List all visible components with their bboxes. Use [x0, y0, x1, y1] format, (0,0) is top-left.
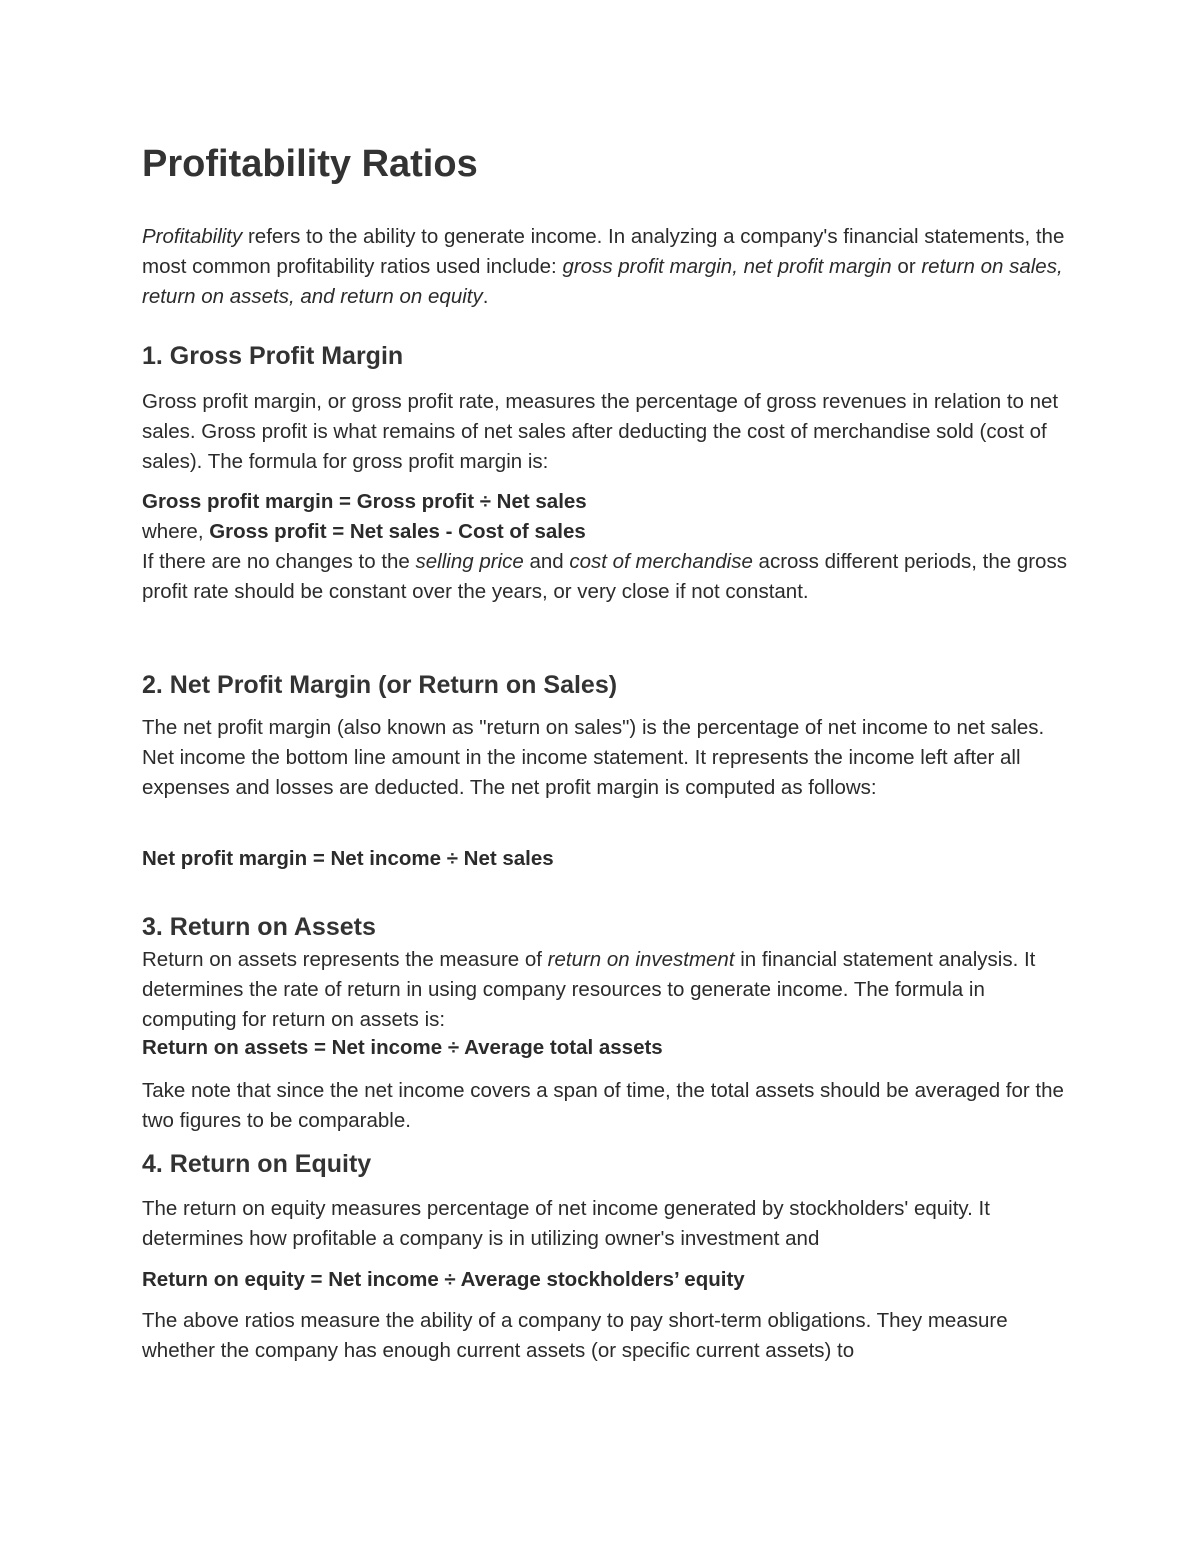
gross-profit-paragraph: Gross profit margin, or gross profit rate, measures the percentage of gross revenues in relation to net sales. Gross profit is what remains of net sales after deducting the cost of merchandise sold (cost of sales). The formula for gross profit margin is: [142, 390, 1059, 473]
net-profit-paragraph: The net profit margin (also known as "return on sales") is the percentage of net income to net sales. Net income the bottom line amount in the income statement. It represents the income left after all expenses and losses are deducted. The net profit margin is computed as follows: [142, 716, 1045, 799]
gross-profit-formula: Gross profit margin = Gross profit ÷ Net sales [142, 490, 587, 513]
section-heading-return-on-equity: 4. Return on Equity [142, 1150, 372, 1178]
section-heading-gross-profit-margin: 1. Gross Profit Margin [142, 342, 404, 370]
section-heading-return-on-assets: 3. Return on Assets [142, 913, 376, 941]
page-title: Profitability Ratios [142, 143, 478, 185]
return-on-assets-formula: Return on assets = Net income ÷ Average total assets [142, 1036, 663, 1059]
gross-profit-where-formula: where, Gross profit = Net sales - Cost of sales [142, 520, 586, 543]
gross-profit-note: If there are no changes to the selling price and cost of merchandise across different periods, the gross profit rate should be constant over the years, or very close if not constant. [142, 550, 1067, 603]
intro-term: Profitability [142, 225, 243, 248]
return-on-equity-paragraph: The return on equity measures percentage of net income generated by stockholders' equity. It determines how profitable a company is in utilizing owner's investment and [142, 1197, 990, 1250]
return-on-equity-formula: Return on equity = Net income ÷ Average stockholders’ equity [142, 1268, 745, 1291]
closing-paragraph: The above ratios measure the ability of a company to pay short-term obligations. They measure whether the company has enough current assets (or specific current assets) to [142, 1309, 1008, 1362]
return-on-assets-note: Take note that since the net income covers a span of time, the total assets should be averaged for the two figures to be comparable. [142, 1079, 1064, 1132]
return-on-assets-paragraph: Return on assets represents the measure of return on investment in financial statement analysis. It determines the rate of return in using company resources to generate income. The formula in computing for return on assets is: [142, 948, 1036, 1031]
intro-paragraph: Profitability refers to the ability to generate income. In analyzing a company's financial statements, the most common profitability ratios used include: gross profit margin, net profit margin or return on sales, return on assets, and return on equity. [142, 225, 1065, 308]
section-heading-net-profit-margin: 2. Net Profit Margin (or Return on Sales) [142, 671, 618, 699]
net-profit-formula: Net profit margin = Net income ÷ Net sales [142, 847, 554, 870]
